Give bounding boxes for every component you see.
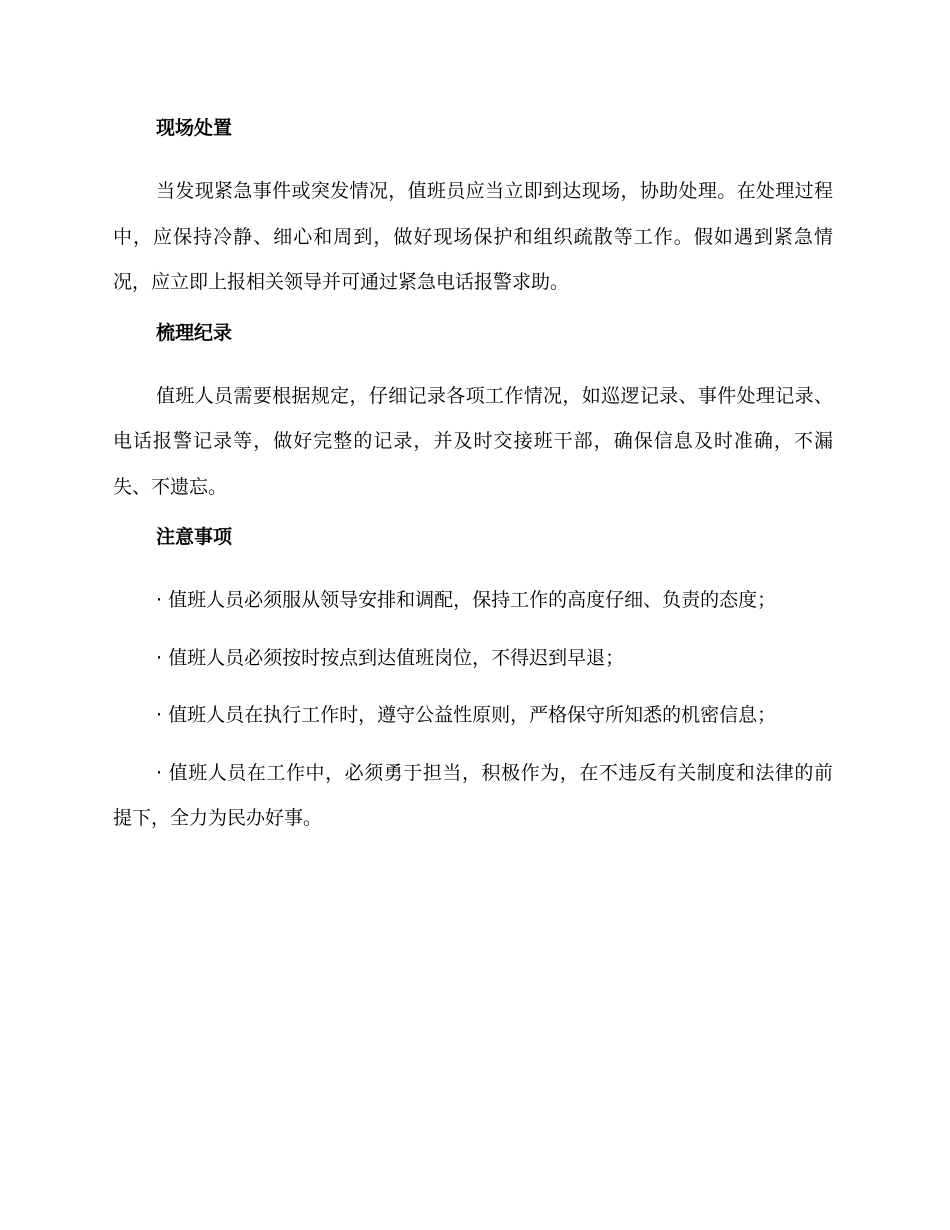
paragraph-onsite-handling: 当发现紧急事件或突发情况，值班员应当立即到达现场，协助处理。在处理过程中，应保持冷静、细心和周到，做好现场保护和组织疏散等工作。假如遇到紧急情况，应立即上报相关领导并可通过紧急电话报警求助。 [113, 180, 833, 293]
section-title-onsite-handling: 现场处置 [156, 117, 233, 139]
document-body [113, 113, 833, 842]
bullet-item: · 值班人员必须按时按点到达值班岗位，不得迟到早退； [156, 646, 625, 669]
bullet-item: · 值班人员在执行工作时，遵守公益性原则，严格保守所知悉的机密信息； [156, 704, 777, 726]
bullet-item: · 值班人员必须服从领导安排和调配，保持工作的高度仔细、负责的态度； [156, 589, 777, 611]
section-title-notes: 注意事项 [156, 526, 233, 548]
section-title-records: 梳理纪录 [156, 321, 233, 344]
bullet-item: · 值班人员在工作中，必须勇于担当，积极作为，在不违反有关制度和法律的前提下，全力为民办好事。 [113, 761, 833, 829]
paragraph-records: 值班人员需要根据规定，仔细记录各项工作情况，如巡逻记录、事件处理记录、电话报警记录等，做好完整的记录，并及时交接班干部，确保信息及时准确，不漏失、不遗忘。 [113, 384, 833, 498]
